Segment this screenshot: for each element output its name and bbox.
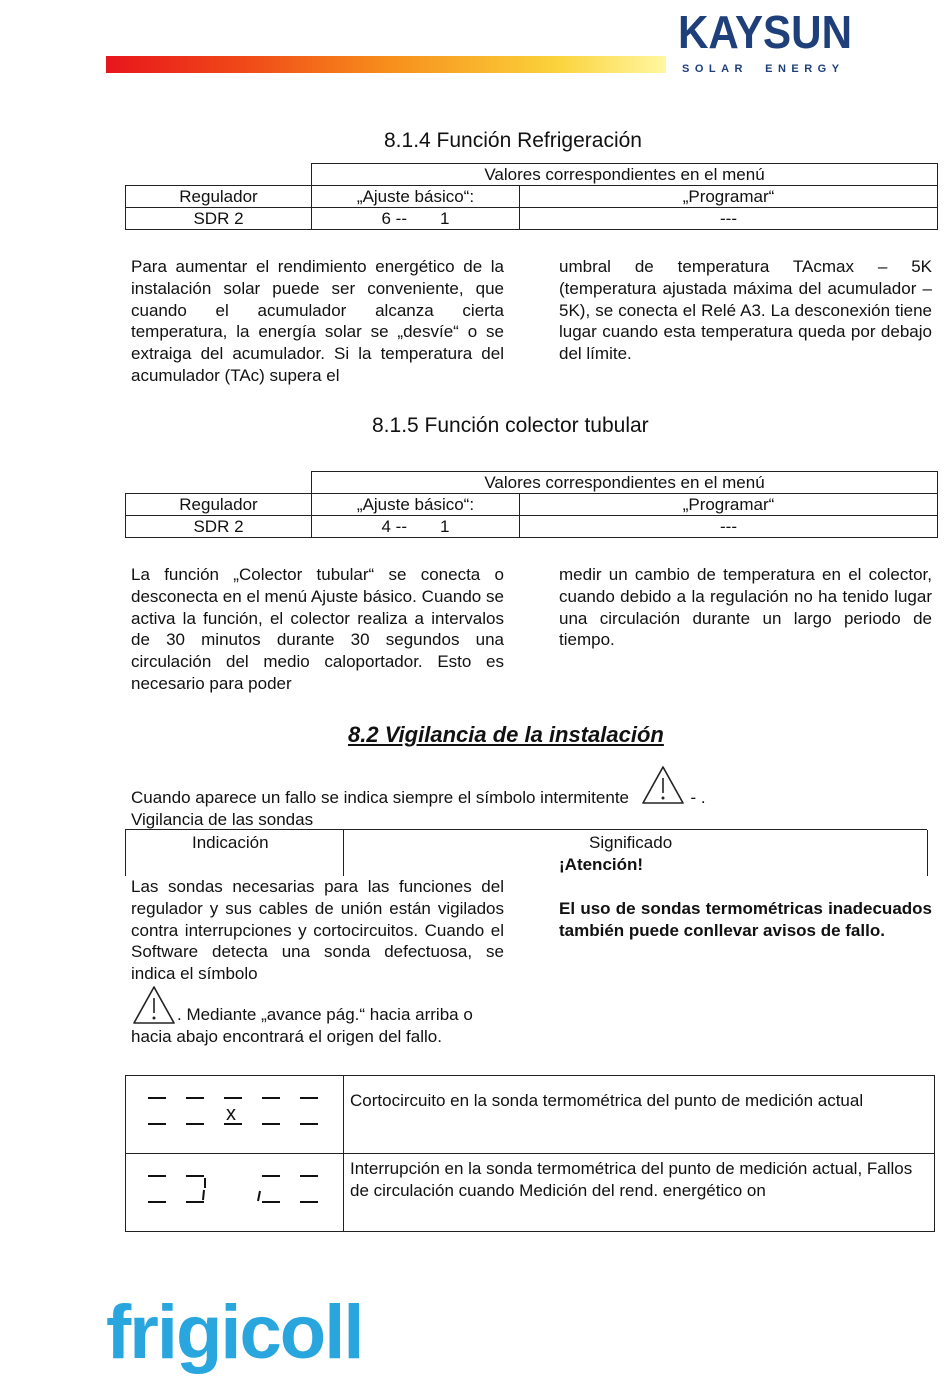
col-ajuste-basico: „Ajuste básico“: [312, 186, 520, 208]
cell-programar: --- [520, 208, 938, 230]
atencion-label: ¡Atención! [559, 855, 644, 874]
col-indicacion: Indicación [192, 833, 269, 852]
section-title-8-1-5: 8.1.5 Función colector tubular [372, 414, 649, 437]
svg-text:SOLAR ENERGY: SOLAR ENERGY [682, 63, 845, 75]
cell-regulador: SDR 2 [126, 516, 312, 538]
table-group-header: Valores correspondientes en el menú [312, 472, 938, 494]
sondas-text-cont: . Mediante „avance pág.“ hacia arriba o hacia abajo encontrará el origen del fallo. [131, 1005, 473, 1046]
col-regulador: Regulador [126, 494, 312, 516]
col-programar: „Programar“ [520, 494, 938, 516]
svg-text:KAYSUN: KAYSUN [678, 6, 852, 58]
paragraph-colector-left: La función „Colector tubular“ se conecta o desconecta en el menú Ajuste básico. Cuando se activa la función, el colector realiza a intervalos de 30 minutos durante 30 segundos una circulación del medio caloportador. Esto es necesario para poder [131, 565, 504, 693]
seven-segment-display-icon [126, 1154, 343, 1226]
warning-icon [640, 764, 686, 806]
error-text-short-circuit: Cortocircuito en la sonda termométrica del punto de medición actual [344, 1076, 935, 1154]
paragraph-refrigeracion-left: Para aumentar el rendimiento energético de la instalación solar puede ser conveniente, que cuando el acumulador alcanza cierta temperatura, la energía solar se „desvíe“ o se extraiga del acumulador. Si la temperatura del acumulador (TAc) supera el [131, 257, 504, 385]
error-display-interruption [126, 1154, 344, 1232]
intro-suffix: - . [685, 788, 706, 807]
col-programar: „Programar“ [520, 186, 938, 208]
col-regulador: Regulador [126, 186, 312, 208]
menu-values-table-8-1-4 [125, 163, 938, 230]
cell-regulador: SDR 2 [126, 208, 312, 230]
table-group-header: Valores correspondientes en el menú [312, 164, 938, 186]
paragraph-sondas [131, 876, 504, 985]
intro-line [131, 788, 706, 808]
error-display-short-circuit [126, 1076, 344, 1154]
section-title-8-1-4: 8.1.4 Función Refrigeración [384, 129, 642, 152]
warning-paragraph: El uso de sondas termométricas inadecuados también puede conllevar avisos de fallo. [559, 899, 932, 940]
paragraph-sondas-cont [131, 984, 504, 1048]
seven-segment-display-icon [126, 1076, 343, 1148]
kaysun-logo [676, 4, 854, 78]
warning-icon [131, 984, 177, 1026]
subheading-vigilancia-sondas: Vigilancia de las sondas [131, 810, 314, 829]
intro-text: Cuando aparece un fallo se indica siempre el símbolo intermitente [131, 788, 629, 807]
col-significado: Significado [589, 833, 673, 852]
svg-text:x: x [226, 1103, 236, 1125]
error-text-interruption: Interrupción en la sonda termométrica del punto de medición actual, Fallos de circulación cuando Medición del rend. energético on [344, 1154, 935, 1232]
error-indication-table [125, 1075, 935, 1232]
paragraph-refrigeracion-right: umbral de temperatura TAcmax – 5K (temperatura ajustada máxima del acumulador – 5K), se conecta el Relé A3. La desconexión tiene lugar cuando esta temperatura queda por debajo del límite. [559, 257, 932, 364]
menu-values-table-8-1-5 [125, 471, 938, 538]
section-title-8-2: 8.2 Vigilancia de la instalación [348, 722, 664, 747]
cell-ajuste: 6 -- 1 [312, 208, 520, 230]
indicacion-significado-header [125, 829, 927, 876]
cell-programar: --- [520, 516, 938, 538]
col-ajuste-basico: „Ajuste básico“: [312, 494, 520, 516]
frigicoll-logo: frigicoll [106, 1290, 363, 1375]
sondas-text: Las sondas necesarias para las funciones del regulador y sus cables de unión están vigilados contra interrupciones y cortocircuitos. Cuando el Software detecta una sonda defectuosa, se indica el símbolo [131, 877, 504, 984]
paragraph-colector-right: medir un cambio de temperatura en el colector, cuando debido a la regulación no ha tenido lugar una circulación durante un largo periodo de tiempo. [559, 565, 932, 650]
cell-ajuste: 4 -- 1 [312, 516, 520, 538]
header-gradient-bar [106, 56, 666, 73]
